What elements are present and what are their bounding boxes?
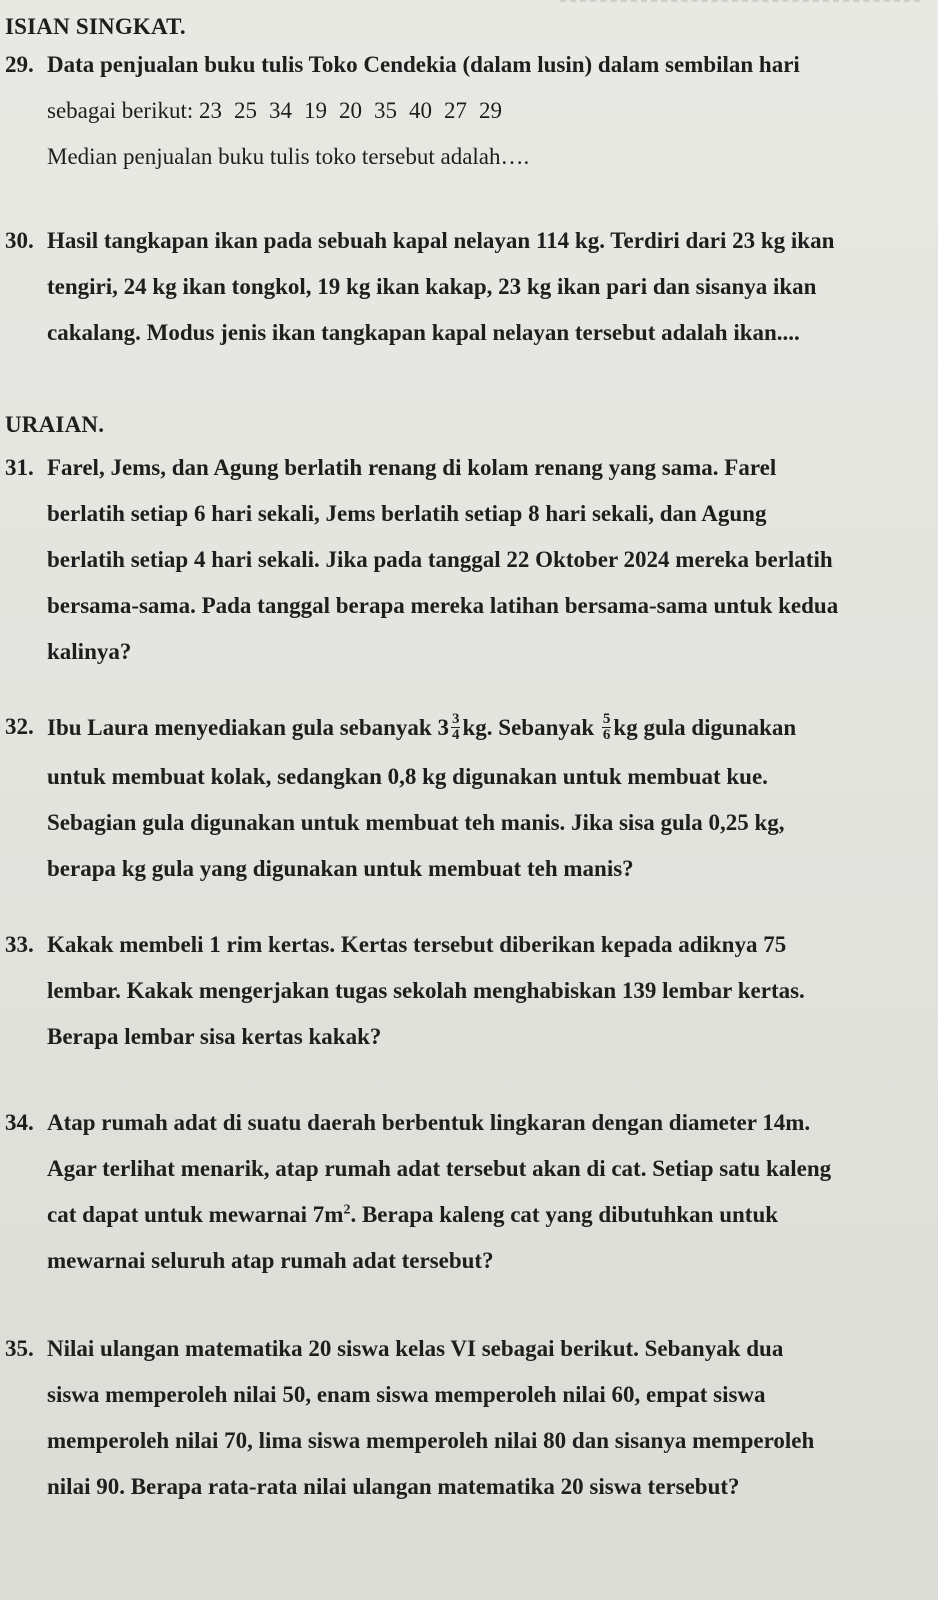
question-text-line: Data penjualan buku tulis Toko Cendekia (dalam lusin) dalam sembilan hari xyxy=(47,52,800,77)
question-text-line: Farel, Jems, dan Agung berlatih renang di kolam renang yang sama. Farel xyxy=(47,455,777,480)
question-number: 32. xyxy=(5,714,34,739)
data-value: 25 xyxy=(234,98,258,123)
superscript-exponent: 2 xyxy=(343,1202,351,1218)
fraction-numerator: 3 xyxy=(451,711,460,727)
question-text-line: berlatih setiap 4 hari sekali. Jika pada tanggal 22 Oktober 2024 mereka berlatih xyxy=(47,547,833,572)
question-text-line: Kakak membeli 1 rim kertas. Kertas tersebut diberikan kepada adiknya 75 xyxy=(47,932,787,957)
question-text-line: kalinya? xyxy=(47,639,132,664)
question-text-line: Berapa lembar sisa kertas kakak? xyxy=(47,1024,382,1049)
question-text-line: Atap rumah adat di suatu daerah berbentuk lingkaran dengan diameter 14m. xyxy=(47,1110,811,1135)
question-number: 29. xyxy=(5,52,34,77)
text-segment: cat dapat untuk mewarnai 7m xyxy=(47,1202,344,1227)
question-text-line: Median penjualan buku tulis toko tersebut adalah…. xyxy=(47,144,530,169)
data-prefix: sebagai berikut: xyxy=(47,98,200,123)
data-value: 23 xyxy=(199,98,223,123)
question-number: 34. xyxy=(5,1110,34,1135)
data-values xyxy=(199,98,502,123)
data-value: 27 xyxy=(444,98,468,123)
question-text-line: siswa memperoleh nilai 50, enam siswa memperoleh nilai 60, empat siswa xyxy=(47,1382,766,1407)
fraction-five-sixths xyxy=(602,712,612,743)
data-value: 20 xyxy=(339,98,363,123)
data-value: 34 xyxy=(269,98,293,123)
question-text-line: untuk membuat kolak, sedangkan 0,8 kg digunakan untuk membuat kue. xyxy=(47,764,768,789)
text-segment: kg gula digunakan xyxy=(613,714,797,740)
fraction-denominator: 6 xyxy=(602,727,611,743)
fraction-three-quarters xyxy=(451,712,461,743)
question-number: 31. xyxy=(5,455,34,480)
question-text-line: Sebagian gula digunakan untuk membuat teh manis. Jika sisa gula 0,25 kg, xyxy=(47,810,785,835)
question-text-line: cakalang. Modus jenis ikan tangkapan kapal nelayan tersebut adalah ikan.... xyxy=(47,320,800,345)
text-segment: Ibu Laura menyediakan gula sebanyak 3 xyxy=(47,714,449,740)
question-number: 33. xyxy=(5,932,34,957)
data-value: 35 xyxy=(374,98,398,123)
question-text-line xyxy=(47,711,797,745)
question-text-line: lembar. Kakak mengerjakan tugas sekolah menghabiskan 139 lembar kertas. xyxy=(47,978,805,1003)
section-title-uraian: URAIAN. xyxy=(5,412,105,437)
paper-edge-mark xyxy=(560,0,920,8)
text-segment: kg. Sebanyak xyxy=(462,714,600,740)
question-text-line: nilai 90. Berapa rata-rata nilai ulangan matematika 20 siswa tersebut? xyxy=(47,1474,740,1499)
section-title-isian: ISIAN SINGKAT. xyxy=(5,14,186,39)
question-number: 30. xyxy=(5,228,34,253)
question-text-line: mewarnai seluruh atap rumah adat tersebut? xyxy=(47,1248,494,1273)
question-text-line xyxy=(47,1202,778,1228)
question-text-line: Nilai ulangan matematika 20 siswa kelas VI sebagai berikut. Sebanyak dua xyxy=(47,1336,784,1361)
question-text-line: bersama-sama. Pada tanggal berapa mereka latihan bersama-sama untuk kedua xyxy=(47,593,839,618)
fraction-numerator: 5 xyxy=(602,711,611,727)
question-text-line: berapa kg gula yang digunakan untuk membuat teh manis? xyxy=(47,856,634,881)
question-text-line: Hasil tangkapan ikan pada sebuah kapal nelayan 114 kg. Terdiri dari 23 kg ikan xyxy=(47,228,835,253)
question-text-line xyxy=(47,98,502,124)
text-segment: . Berapa kaleng cat yang dibutuhkan untuk xyxy=(350,1202,779,1227)
data-value: 40 xyxy=(409,98,433,123)
question-number: 35. xyxy=(5,1336,34,1361)
question-text-line: memperoleh nilai 70, lima siswa memperoleh nilai 80 dan sisanya memperoleh xyxy=(47,1428,815,1453)
data-value: 29 xyxy=(479,98,503,123)
question-text-line: berlatih setiap 6 hari sekali, Jems berlatih setiap 8 hari sekali, dan Agung xyxy=(47,501,767,526)
question-text-line: tengiri, 24 kg ikan tongkol, 19 kg ikan kakap, 23 kg ikan pari dan sisanya ikan xyxy=(47,274,817,299)
data-value: 19 xyxy=(304,98,328,123)
fraction-denominator: 4 xyxy=(451,727,460,743)
question-text-line: Agar terlihat menarik, atap rumah adat tersebut akan di cat. Setiap satu kaleng xyxy=(47,1156,832,1181)
